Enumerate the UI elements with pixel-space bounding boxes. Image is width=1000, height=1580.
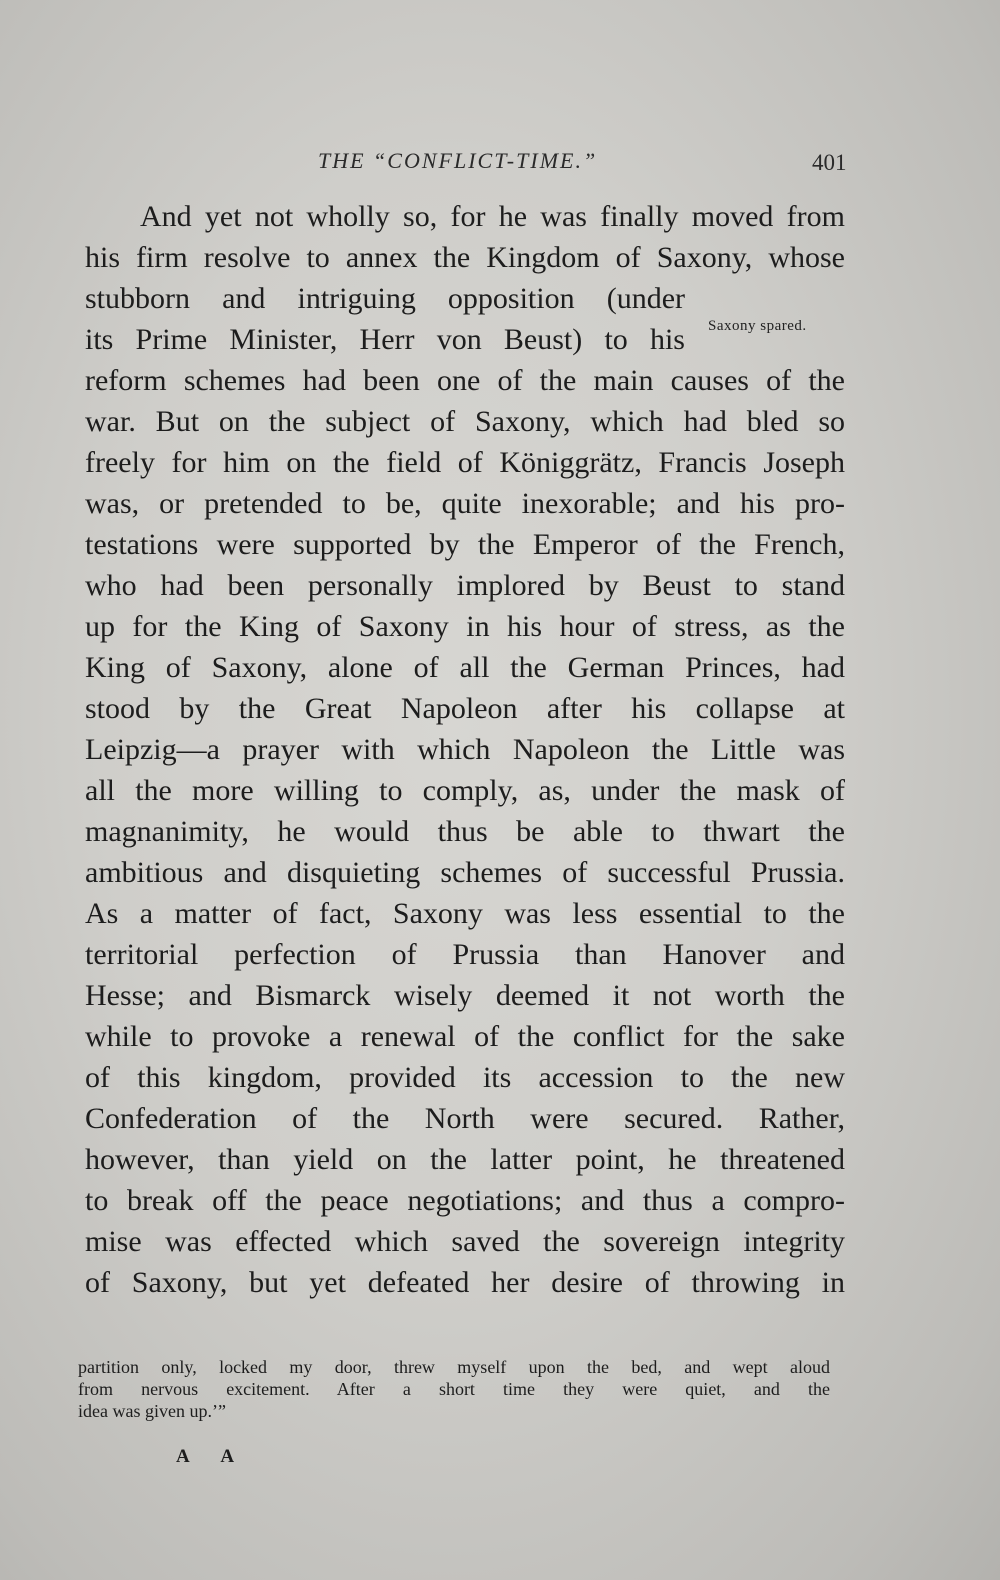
page-header <box>0 148 1000 188</box>
body-line: reform schemes had been one of the main causes of the <box>85 364 845 397</box>
body-line: of this kingdom, provided its accession to the new <box>85 1061 845 1094</box>
body-line: And yet not wholly so, for he was finally moved from <box>140 200 845 233</box>
body-line: its Prime Minister, Herr von Beust) to his <box>85 323 685 356</box>
running-title: THE “CONFLICT-TIME.” <box>318 148 598 173</box>
body-line: mise was effected which saved the sovereign integrity <box>85 1225 845 1258</box>
body-line: while to provoke a renewal of the conflict for the sake <box>85 1020 845 1053</box>
body-line: war. But on the subject of Saxony, which had bled so <box>85 405 845 438</box>
body-line: of Saxony, but yet defeated her desire of throwing in <box>85 1266 845 1299</box>
body-line: territorial perfection of Prussia than Hanover and <box>85 938 845 971</box>
body-line: stubborn and intriguing opposition (under <box>85 282 685 315</box>
body-line: ambitious and disquieting schemes of successful Prussia. <box>85 856 845 889</box>
body-line: As a matter of fact, Saxony was less essential to the <box>85 897 845 930</box>
body-line: Leipzig—a prayer with which Napoleon the Little was <box>85 733 845 766</box>
body-line: freely for him on the field of Königgrätz, Francis Joseph <box>85 446 845 479</box>
footnote-line: from nervous excitement. After a short time they were quiet, and the <box>78 1379 830 1399</box>
body-line: stood by the Great Napoleon after his collapse at <box>85 692 845 725</box>
body-line: was, or pretended to be, quite inexorable; and his pro- <box>85 487 845 520</box>
body-line: magnanimity, he would thus be able to thwart the <box>85 815 845 848</box>
body-line: King of Saxony, alone of all the German Princes, had <box>85 651 845 684</box>
body-line: testations were supported by the Emperor of the French, <box>85 528 845 561</box>
footnote-line: partition only, locked my door, threw myself upon the bed, and wept aloud <box>78 1357 830 1377</box>
printer-signature: A A <box>176 1446 249 1467</box>
body-line: who had been personally implored by Beust to stand <box>85 569 845 602</box>
body-line: Hesse; and Bismarck wisely deemed it not worth the <box>85 979 845 1012</box>
footnote <box>78 1356 830 1422</box>
body-line: Confederation of the North were secured. Rather, <box>85 1102 845 1135</box>
margin-note: Saxony spared. <box>708 318 807 334</box>
body-line: up for the King of Saxony in his hour of stress, as the <box>85 610 845 643</box>
body-line: all the more willing to comply, as, under the mask of <box>85 774 845 807</box>
body-line: his firm resolve to annex the Kingdom of Saxony, whose <box>85 241 845 274</box>
body-text <box>85 196 845 1303</box>
body-line: however, than yield on the latter point, he threatened <box>85 1143 845 1176</box>
body-line: to break off the peace negotiations; and thus a compro- <box>85 1184 845 1217</box>
footnote-line: idea was given up.’” <box>78 1401 226 1421</box>
page-number: 401 <box>812 150 847 175</box>
